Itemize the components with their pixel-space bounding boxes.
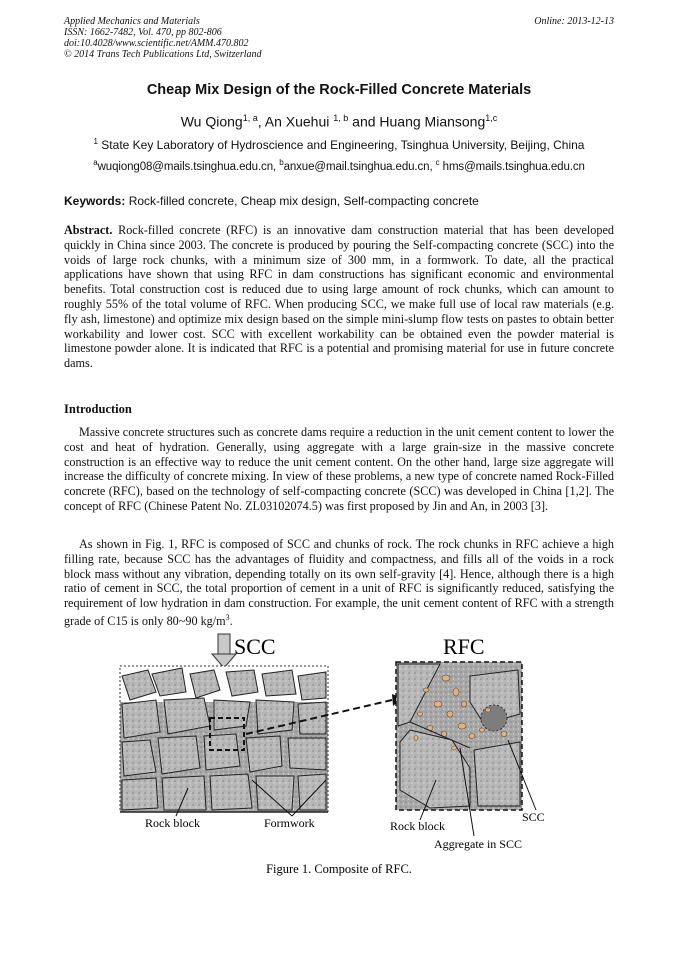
keywords-label: Keywords: (64, 194, 126, 208)
keywords-text: Rock-filled concrete, Cheap mix design, Self-compacting concrete (125, 194, 479, 208)
left-rock-mass (120, 666, 328, 812)
label-formwork: Formwork (264, 816, 315, 830)
email-a-sup: a (93, 158, 98, 167)
online-date: Online: 2013-12-13 (534, 16, 614, 27)
figure-rfc-composite (0, 630, 678, 890)
label-aggregate: Aggregate in SCC (434, 837, 522, 851)
emails (0, 158, 678, 173)
keywords (64, 194, 479, 208)
label-rock-block-right: Rock block (390, 819, 445, 833)
journal-name: Applied Mechanics and Materials (64, 16, 200, 27)
label-rock-block-left: Rock block (145, 816, 200, 830)
author-1: Wu Qiong (180, 113, 243, 130)
intro-paragraph-2 (64, 537, 614, 629)
author-3: and Huang Miansong (348, 113, 486, 130)
intro-paragraph-1: Massive concrete structures such as concrete dams require a reduction in the unit cement content to lower the cost and heat of hydration. Generally, using aggregate with a large grain-size in the massive concrete construction is an effective way to reduce the unit cement content. On the other hand, large size aggregate will increase the difficulty of concrete mixing. In view of these problems, a new type of concrete named Rock-Filled concrete (RFC), based on the technology of self-compacting concrete (SCC) was developed in China [1,2]. The concept of RFC (Chinese Patent No. ZL03102074.5) was first proposed by Jin and An, in 2003 [3]. (64, 425, 614, 513)
email-c-sup: c (435, 158, 440, 167)
intro-heading: Introduction (64, 402, 132, 416)
email-a[interactable]: wuqiong08@mails.tsinghua.edu.cn, (97, 160, 280, 173)
label-scc-large: SCC (234, 634, 276, 659)
doi: doi:10.4028/www.scientific.net/AMM.470.802 (64, 38, 249, 49)
intro-p2-sup: 3 (225, 612, 230, 622)
intro-p2-end: . (229, 614, 233, 629)
figure-caption: Figure 1. Composite of RFC. (266, 862, 412, 876)
author-3-sup: 1,c (485, 113, 498, 123)
copyright: © 2014 Trans Tech Publications Ltd, Switzerland (64, 49, 262, 60)
abstract (64, 223, 614, 371)
affiliation-sup: 1 (93, 137, 98, 146)
right-zoom-block (396, 662, 522, 810)
issn: ISSN: 1662-7482, Vol. 470, pp 802-806 (64, 27, 222, 38)
label-scc-small: SCC (522, 810, 545, 824)
author-2-sup: 1, b (333, 113, 349, 123)
label-rfc-large: RFC (443, 634, 485, 659)
author-1-sup: 1, a (242, 113, 258, 123)
authors (0, 113, 678, 130)
pour-arrow (212, 634, 236, 668)
email-c[interactable]: hms@mails.tsinghua.edu.cn (439, 160, 585, 173)
author-sep-1: , An Xuehui (257, 113, 334, 130)
affiliation (0, 137, 678, 152)
affiliation-text: State Key Laboratory of Hydroscience and Engineering, Tsinghua University, Beijing, China (97, 138, 585, 152)
abstract-label: Abstract. (64, 223, 113, 237)
paper-title: Cheap Mix Design of the Rock-Filled Concrete Materials (146, 82, 532, 98)
abstract-text: Rock-filled concrete (RFC) is an innovative dam construction material that has been developed quickly in China since 2003. The concrete is produced by pouring the Self-compacting concrete (SCC) into the voids of large rock chunks, with a minimum size of 300 mm, in a formwork. To date, all the practical applications have shown that using RFC in dam constructions has significant economic and environmental benefits. Total construction cost is reduced due to using large amount of rock chunks, which can amount to roughly 55% of the total volume of RFC. When producing SCC, we make full use of local raw materials (e.g. fly ash, limestone) and optimize mix design based on the simple mini-slump flow tests on pastes to obtain better workability and lower cost. SCC with excellent workability can be obtained even the powder material is limestone powder alone. It is indicated that RFC is a potential and promising material for use in future concrete dams. (64, 223, 614, 371)
email-b[interactable]: anxue@mail.tsinghua.edu.cn, (283, 160, 436, 173)
intro-p2-text: As shown in Fig. 1, RFC is composed of SCC and chunks of rock. The rock chunks in RFC achieve a high filling rate, because SCC has the advantages of fluidity and compactness, and fills all of the voids in a rock block mass without any vibration, depending totally on its own self-gravity [4]. Hence, although there is a high ratio of cement in SCC, the total proportion of cement in a unit of RFC is significantly reduced, satisfying the requirement of low hydration in dam construction. For example, the unit cement content of RFC with a strength grade of C15 is only 80~90 kg/m (64, 537, 614, 629)
email-b-sup: b (279, 158, 284, 167)
